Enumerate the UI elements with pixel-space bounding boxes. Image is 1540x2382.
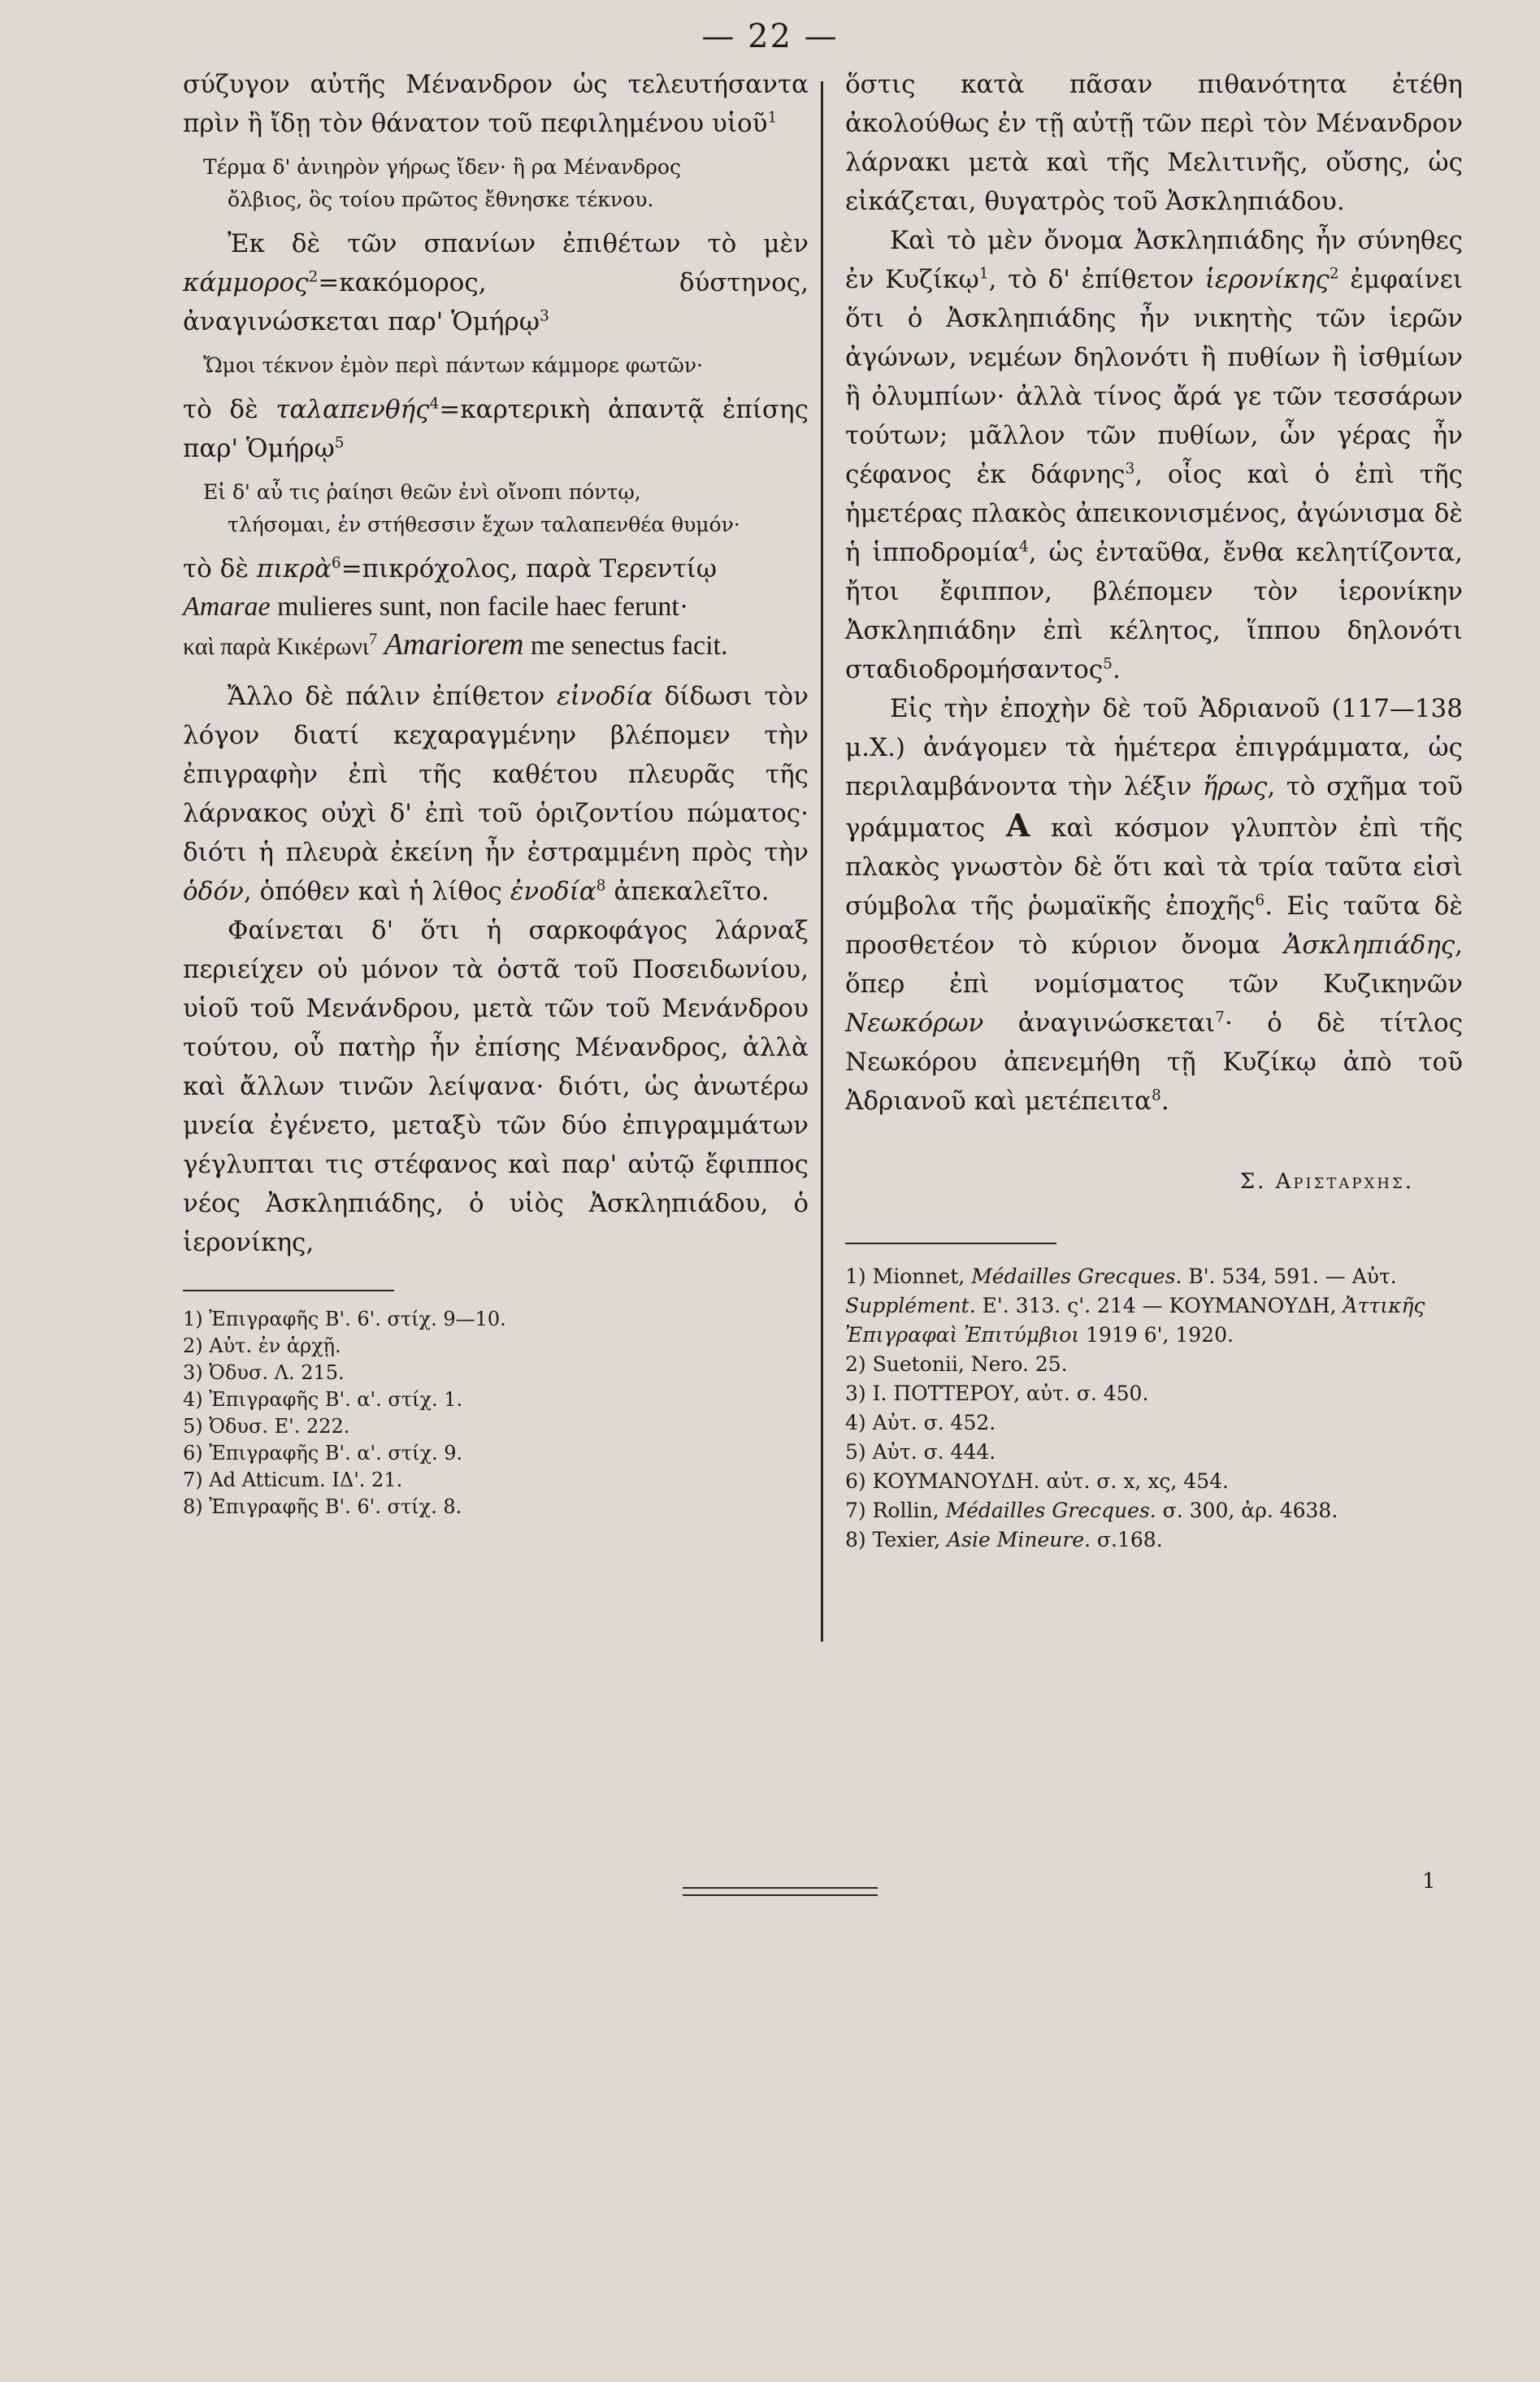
quote-line: Τέρμα δ' ἀνιηρὸν γήρως ἴδεν· ἢ ρα Μένανδρος (203, 155, 681, 179)
footnote-ref: 3 (539, 307, 549, 325)
text-span: ἀπεκαλεῖτο. (605, 877, 770, 906)
footnote-rule (183, 1290, 394, 1291)
text-span: , τὸ δ' ἐπίθετον (988, 265, 1205, 294)
letter-shape-glyph: Α (1005, 807, 1030, 844)
left-paragraph-1 (183, 65, 809, 143)
text-span: , ὁπόθεν καὶ ἡ λίθος (243, 877, 510, 906)
text-span: ἀναγινώσκεται (983, 1009, 1216, 1038)
text-span: τὸ δὲ (183, 554, 257, 584)
text-span: . (1160, 1087, 1169, 1116)
footnote (845, 1525, 1463, 1555)
text-span: 1) Mionnet, (845, 1265, 972, 1288)
footnote (845, 1262, 1463, 1350)
text-span: Ἐκ δὲ τῶν σπανίων ἐπιθέτων τὸ μὲν (228, 229, 809, 258)
text-span: Ἄλλο δὲ πάλιν ἐπίθετον (228, 682, 557, 711)
footnote: 3) Ι. ΠΟΤΤΕΡΟΥ, αὐτ. σ. 450. (845, 1382, 1149, 1405)
footnote-ref: 2 (308, 268, 319, 286)
text-span: 7) Rollin, (845, 1499, 946, 1522)
text-span: =καρτερικὴ ἀπαντᾷ ἐπίσης παρ' Ὁμήρῳ (183, 395, 809, 463)
text-span: , ὅπερ ἐπὶ νομίσματος τῶν Κυζικηνῶν (845, 931, 1463, 999)
end-ornament-rule (683, 1887, 878, 1896)
page-number: — 22 — (701, 18, 839, 55)
quote-epigram (203, 151, 809, 216)
left-paragraph-4 (183, 549, 809, 588)
text-span: . (1112, 655, 1121, 684)
footnote: 8) Ἐπιγραφῆς Β'. 6'. στίχ. 8. (183, 1495, 462, 1518)
text-span: δίδωσι τὸν λόγον διατί κεχαραγμένην βλέπομεν τὴν ἐπιγραφὴν ἐπὶ τῆς καθέτου πλευρᾶς τῆς λάρνακος οὐχὶ δ' ἐπὶ τοῦ ὁριζοντίου πώματος· διότι ἡ πλευρὰ ἐκείνη ἦν ἐστραμμένη πρὸς τὴν (183, 682, 809, 867)
text-span: τὸ δὲ (183, 395, 276, 424)
footnote-ref: 8 (596, 877, 606, 895)
corner-mark: 1 (1422, 1869, 1436, 1894)
italic-term: ἐνοδία (510, 877, 596, 906)
italic-term: ὁδόν (183, 877, 244, 906)
footnote-ref: 5 (1103, 655, 1113, 673)
footnote-ref: 4 (429, 395, 440, 413)
text-span: . Β'. 534, 591. — Αὐτ. (1175, 1265, 1397, 1288)
text-span: καὶ κόσμον γλυπτὸν ἐπὶ τῆς πλακὸς γνωστὸν δὲ ὅτι καὶ τὰ τρία ταῦτα εἰσὶ σύμβολα τῆς ῥωμαϊκῆς ἐποχῆς (845, 814, 1463, 921)
right-paragraph-3 (845, 689, 1463, 1121)
text-span: , οἷος καὶ ὁ ἐπὶ τῆς ἡμετέρας πλακὸς ἀπεικονισμένος, ἀγώνισμα δὲ ἡ ἱπποδρομία (845, 460, 1464, 567)
text-span: Καὶ τὸ μὲν ὄνομα Ἀσκληπιάδης ἦν σύνηθες ἐν Κυζίκῳ (845, 226, 1463, 294)
footnote-ref: 2 (1329, 265, 1339, 283)
footnote-ref: 1 (978, 265, 989, 283)
text-span: 8) Texier, (845, 1528, 948, 1551)
left-paragraph-6: Φαίνεται δ' ὅτι ἡ σαρκοφάγος λάρναξ περιείχεν οὐ μόνον τὰ ὀστᾶ τοῦ Ποσειδωνίου, υἱοῦ τοῦ Μενάνδρου, μετὰ τῶν τοῦ Μενάνδρου τούτου, οὗ πατὴρ ἦν ἐπίσης Μένανδρος, ἀλλὰ καὶ ἄλλων τινῶν λείψανα· διότι, ὡς ἀνωτέρω μνεία ἐγένετο, μεταξὺ τῶν δύο ἐπιγραμμάτων γέγλυπται τις στέφανος καὶ παρ' αὐτῷ ἔφιππος νέος Ἀσκληπιάδης, ὁ υἱὸς Ἀσκληπιάδου, ὁ ἱερονίκης, (183, 916, 809, 1257)
italic-term: εἰνοδία (556, 682, 653, 711)
right-paragraph-2 (845, 221, 1463, 689)
text-span: =κακόμορος, δύστηνος, ἀναγινώσκεται παρ' Ὁμήρῳ (183, 268, 809, 336)
left-p1-text: σύζυγον αὐτῆς Μένανδρον ὡς τελευτήσαντα πρὶν ἢ ἴδῃ τὸν θάνατον τοῦ πεφιλημένου υἱοῦ (183, 70, 809, 138)
quote-homer-2 (203, 476, 809, 541)
footnote: 7) Ad Atticum. ΙΔ'. 21. (183, 1469, 403, 1491)
left-paragraph-5 (183, 677, 809, 911)
italic-term: πικρὰ (256, 554, 332, 584)
text-span: me senectus facit. (523, 631, 728, 661)
footnote: 3) Ὀδυσ. Λ. 215. (183, 1361, 345, 1384)
left-footnotes (183, 1306, 809, 1521)
footnote: 6) ΚΟΥΜΑΝΟΥΔΗ. αὐτ. σ. x, xς, 454. (845, 1469, 1229, 1493)
text-span: . σ. 300, ἀρ. 4638. (1149, 1499, 1338, 1522)
italic-term: Amarae (183, 592, 271, 622)
footnote: 4) Ἐπιγραφῆς Β'. α'. στίχ. 1. (183, 1388, 463, 1411)
left-paragraph-2 (183, 224, 809, 341)
text-span: . σ.168. (1084, 1528, 1163, 1551)
italic-term: ἥρως (1202, 772, 1268, 801)
text-span: =πικρόχολος, παρὰ Τερεντίῳ (341, 554, 718, 584)
footnote-ref: 6 (331, 554, 341, 572)
italic-term: Νεωκόρων (845, 1009, 984, 1038)
text-span: , τὸ σχῆμα τοῦ γράμματος (845, 772, 1463, 843)
footnote-ref: 5 (334, 434, 345, 452)
italic-term: Ἀττικῆς Ἐπιγραφαὶ Ἐπιτύμβιοι (845, 1294, 1425, 1347)
quote-line: Εἰ δ' αὖ τις ῥαίησι θεῶν ἐνὶ οἴνοπι πόντῳ, (203, 480, 641, 504)
italic-term: Médailles Grecques (945, 1499, 1150, 1522)
footnote: 6) Ἐπιγραφῆς Β'. α'. στίχ. 9. (183, 1442, 463, 1464)
footnote-ref: 1 (767, 109, 778, 127)
italic-term: Supplément (845, 1294, 970, 1317)
quote-line: τλήσομαι, ἐν στήθεσσιν ἔχων ταλαπενθέα θυμόν· (228, 513, 740, 536)
latin-quote-cicero (183, 626, 809, 666)
text-span: . Εἰς ταῦτα δὲ προσθετέον τὸ κύριον ὄνομα (845, 892, 1463, 960)
right-column (845, 65, 1463, 1555)
right-paragraph-1: ὅστις κατὰ πᾶσαν πιθανότητα ἐτέθη ἀκολούθως ἐν τῇ αὐτῇ τῶν περὶ τὸν Μένανδρον λάρνακι μετὰ καὶ τῆς Μελιτινῆς, οὔσης, ὡς εἰκάζεται, θυγατρὸς τοῦ Ἀσκληπιάδου. (845, 70, 1463, 216)
footnote-ref: 3 (1125, 460, 1135, 478)
footnote: 2) Suetonii, Nero. 25. (845, 1352, 1068, 1376)
text-span: καὶ παρὰ Κικέρωνι (183, 633, 369, 660)
italic-term: ἱερονίκης (1204, 265, 1330, 294)
footnote-ref: 6 (1255, 892, 1265, 909)
text-span: · ὁ δὲ τίτλος Νεωκόρου ἀπενεμήθη τῇ Κυζίκῳ ἀπὸ τοῦ Ἀδριανοῦ καὶ μετέπειτα (845, 1009, 1463, 1116)
left-paragraph-3 (183, 390, 809, 468)
footnote-ref: 4 (1018, 538, 1029, 556)
right-footnotes (845, 1262, 1463, 1555)
column-divider (821, 81, 823, 1642)
footnote (845, 1496, 1463, 1525)
footnote-ref: 8 (1151, 1087, 1161, 1104)
text-span: mulieres sunt, non facile haec ferunt· (270, 592, 689, 622)
text-span: Εἰς τὴν ἐποχὴν δὲ τοῦ Ἀδριανοῦ (117—138 μ.Χ.) ἀνάγομεν τὰ ἡμέτερα ἐπιγράμματα, ὡς περιλαμβάνοντα τὴν λέξιν (845, 694, 1463, 801)
text-span: ἐμφαίνει ὅτι ὁ Ἀσκληπιάδης ἦν νικητὴς τῶν ἱερῶν ἀγώνων, νεμέων δηλονότι ἢ πυθίων ἢ ἰσθμίων ἢ ὀλυμπίων· ἀλλὰ τίνος ἄρά γε τῶν τεσσάρων τούτων; μᾶλλον τῶν πυθίων, ὧν γέρας ἦν ςέφανος ἐκ δάφνης (845, 265, 1463, 489)
italic-term: Asie Mineure (947, 1528, 1085, 1551)
italic-term: κάμμορος (183, 268, 309, 297)
quote-homer-1: Ὤμοι τέκνον ἐμὸν περὶ πάντων κάμμορε φωτῶν· (203, 354, 703, 377)
left-column (183, 65, 809, 1521)
footnote: 5) Ὀδυσ. Ε'. 222. (183, 1415, 350, 1438)
latin-quote-terence (183, 588, 809, 626)
footnote: 4) Αὐτ. σ. 452. (845, 1411, 996, 1434)
footnote-ref: 7 (1215, 1009, 1225, 1026)
footnote: 2) Αὐτ. ἐν ἀρχῇ. (183, 1334, 341, 1357)
footnote: 1) Ἐπιγραφῆς Β'. 6'. στίχ. 9—10. (183, 1308, 506, 1330)
italic-term: Ἀσκληπιάδης (1283, 931, 1455, 960)
text-span: 1919 6', 1920. (1079, 1323, 1234, 1347)
italic-term: ταλαπενθής (275, 395, 430, 424)
text-span: , ὡς ἐνταῦθα, ἔνθα κελητίζοντα, ἤτοι ἔφιππον, βλέπομεν τὸν ἱερονίκην Ἀσκληπιάδην ἐπὶ κέλητος, ἵππου δηλονότι σταδιοδρομήσαντος (845, 538, 1463, 684)
author-signature: Σ. Αριςταρχης. (1239, 1169, 1414, 1194)
text-span: . Ε'. 313. ς'. 214 — ΚΟΥΜΑΝΟΥΔΗ, (969, 1294, 1343, 1317)
footnote-rule (845, 1243, 1056, 1244)
footnote: 5) Αὐτ. σ. 444. (845, 1440, 996, 1464)
footnote-ref: 7 (369, 630, 378, 649)
italic-term: Amariorem (384, 627, 524, 662)
italic-term: Médailles Grecques (971, 1265, 1176, 1288)
quote-line: ὄλβιος, ὃς τοίου πρῶτος ἔθνησκε τέκνου. (228, 188, 654, 211)
